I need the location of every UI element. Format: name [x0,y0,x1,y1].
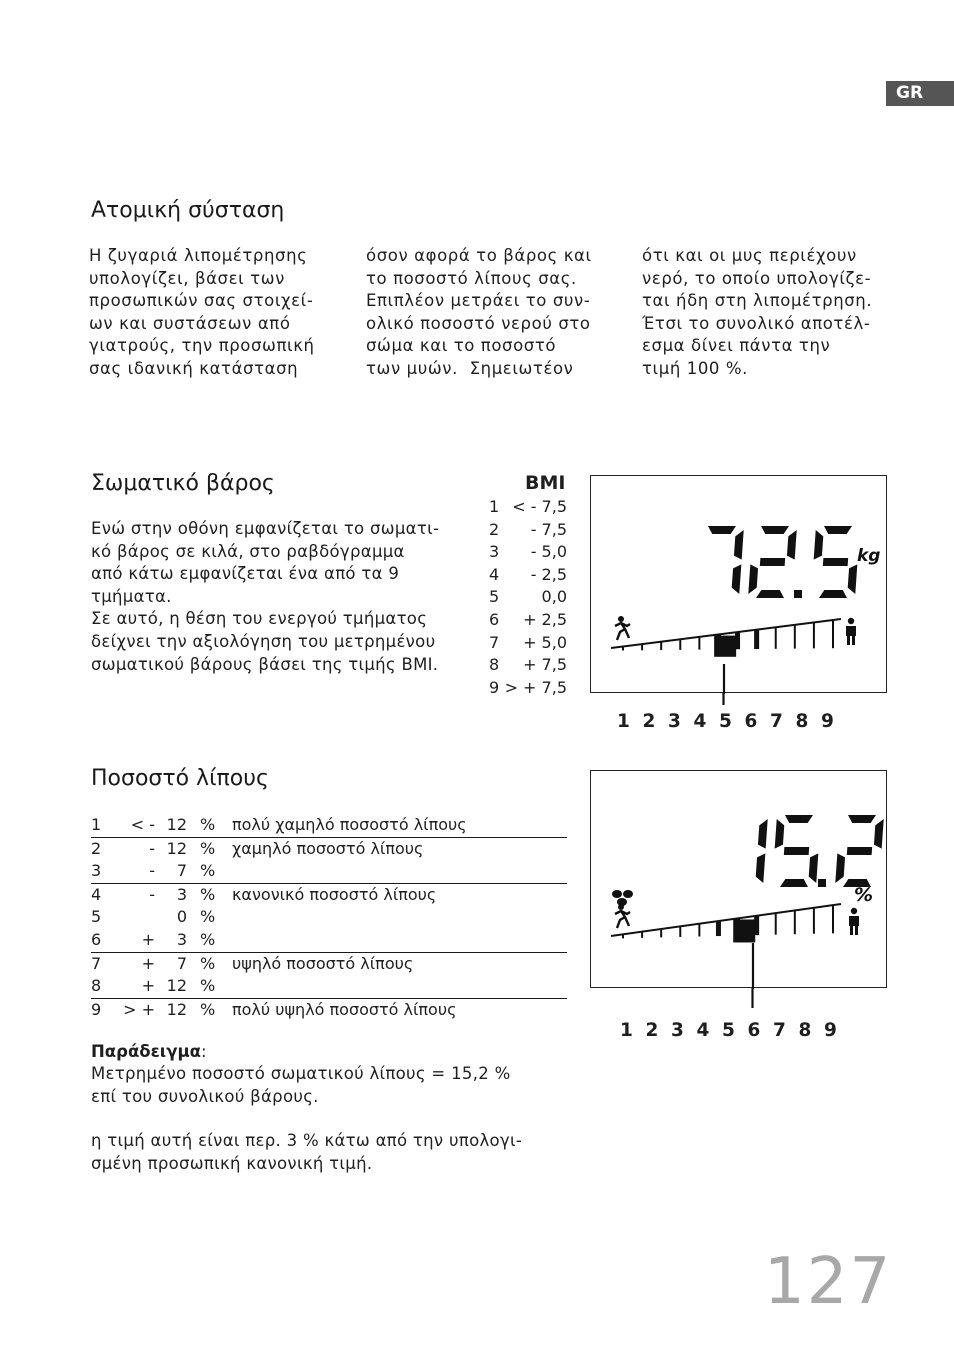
fat-table-row [91,814,567,838]
lcd-segment [708,526,736,534]
text-line: Η ζυγαριά λιπομέτρησης [89,246,308,265]
bmi-row-number: 9 [489,677,500,697]
bmi-row-number: 3 [489,542,500,562]
fat-table-row [91,884,567,907]
scale-number: 8 [798,1020,812,1041]
fat-pointer-tail [751,988,755,1008]
fat-cell-desc: υψηλό ποσοστό λίπους [232,953,414,973]
fat-digits [756,815,884,887]
text-line: Μετρημένο ποσοστό σωματικού λίπους = 15,2 % [91,1064,511,1083]
bmi-row-number: 8 [489,655,500,675]
scale-number: 9 [824,1020,837,1041]
scale-number: 6 [747,1020,761,1041]
lcd-segment [756,590,784,598]
fat-cell-sign: - [149,838,155,858]
weight-bar-graph [611,619,841,657]
scale-number: 2 [642,711,656,732]
weight-pointer-tail [722,693,726,705]
bmi-row-number: 7 [489,632,500,652]
decimal-point [794,590,802,598]
bmi-row-value: 0,0 [541,587,567,607]
text-line: η τιμή αυτή είναι περ. 3 % κάτω από την υπολογι- [91,1131,523,1150]
bar-active-segment [714,636,736,657]
fat-cell-val: 3 [176,929,187,949]
text-line: κό βάρος σε κιλά, στο ραβδόγραμμα [91,541,405,561]
scale-number: 3 [668,711,681,732]
bmi-row [489,609,569,632]
lcd-segment [835,853,845,883]
bmi-row-value: + 2,5 [523,609,567,629]
fat-droplets-icon [612,890,633,906]
standing-person-icon [849,908,859,935]
fat-cell-pct: % [200,929,216,949]
fat-table-row [91,953,567,976]
weight-scale-numbers [617,711,847,732]
fat-cell-desc: κανονικό ποσοστό λίπους [232,884,437,904]
text-line: προσωπικών σας στοιχεί- [89,291,314,311]
bmi-row [489,541,569,564]
scale-number: 1 [620,1020,633,1041]
bmi-row-value: - 5,0 [530,542,567,562]
fat-cell-pct: % [200,861,216,881]
fat-table [91,814,567,1021]
fat-cell-pct: % [200,907,216,927]
decimal-point [818,879,826,887]
scale-number: 2 [645,1020,659,1041]
lcd-segment [824,526,852,534]
lcd-segment [823,558,848,566]
lcd-segment [758,819,768,849]
fat-cell-pct: % [200,953,216,973]
fat-cell-sign: + [141,976,155,996]
bar-baseline [611,904,841,936]
text-line: σώμα και το ποσοστό [366,336,557,356]
fat-cell-n: 1 [91,815,102,834]
bmi-row-number: 5 [489,587,500,607]
fat-display-graphic [591,771,888,989]
scale-number: 7 [770,711,783,732]
lcd-segment [780,879,808,887]
text-line: εσμα δίνει πάντα την [642,336,831,356]
bmi-row-number: 2 [489,519,500,539]
scale-number: 5 [722,1020,735,1041]
bar-active-segment [733,919,755,942]
scale-number: 4 [696,1020,710,1041]
text-line: επί του συνολικού βάρους. [91,1086,319,1106]
text-line: τιμή 100 %. [642,358,748,378]
heading-composition: Ατομική σύσταση [91,198,285,223]
fat-cell-n: 8 [91,976,102,996]
text-line: υπολογίζει, βάσει των [89,268,285,288]
text-line: Ενώ στην οθόνη εμφανίζεται το σωματι- [91,519,440,538]
scale-number: 4 [693,711,707,732]
weight-text [91,518,439,676]
fat-cell-n: 6 [91,929,102,949]
fat-table-row [91,975,567,999]
fat-table-row [91,860,567,884]
lcd-segment [848,815,876,823]
bmi-row-value: + 7,5 [523,655,567,675]
example-label-line [91,1041,207,1064]
fat-cell-n: 7 [91,953,102,973]
lcd-segment [775,819,785,849]
lcd-segment [848,564,858,594]
bmi-row [489,632,569,655]
lcd-segment [732,564,742,594]
bmi-row [489,677,569,700]
lcd-segment [756,853,766,883]
fat-cell-pct: % [200,884,216,904]
fat-cell-desc: πολύ υψηλό ποσοστό λίπους [232,999,457,1019]
text-line: όσον αφορά το βάρος και [366,246,592,265]
lcd-segment [787,530,797,560]
weight-display-graphic [591,476,888,694]
text-line: ται ήδη στη λιπομέτρηση. [642,291,873,311]
fat-cell-val: 3 [176,884,187,904]
bmi-row-value: > + 7,5 [504,677,567,697]
fat-cell-desc: πολύ χαμηλό ποσοστό λίπους [232,815,467,834]
lcd-segment [785,815,813,823]
fat-bar-graph [611,904,841,942]
weight-digits [708,526,857,598]
text-line: ότι και οι μυς περιέχουν [642,246,857,265]
bmi-row [489,564,569,587]
text-line: σμένη προσωπική κανονική τιμή. [91,1153,373,1173]
weight-display [590,475,887,693]
lcd-segment [760,558,785,566]
standing-person-icon [846,618,856,645]
composition-col2 [366,245,592,381]
fat-cell-val: 7 [176,953,187,973]
lcd-segment [874,819,884,849]
fat-table-row [91,906,567,929]
fat-table-row [91,838,567,861]
fat-cell-val: 0 [176,907,187,927]
example-text [91,1063,511,1108]
text-line: των μυών. Σημειωτέον [366,358,574,378]
text-line: τμήματα. [91,586,172,606]
bmi-row-value: < - 7,5 [512,497,567,516]
text-line: Επιπλέον μετράει το συν- [366,291,591,311]
example-colon: : [200,1042,207,1061]
page-number: 127 [764,1245,893,1319]
lcd-segment [819,590,847,598]
fat-cell-desc: χαμηλό ποσοστό λίπους [232,838,424,858]
fat-cell-pct: % [200,999,216,1019]
scale-number: 9 [821,711,834,732]
lcd-segment [847,847,872,855]
bmi-row [489,496,569,519]
fat-cell-pct: % [200,815,216,834]
fat-table-row [91,929,567,953]
composition-col3 [642,245,872,381]
text-line: δείχνει την αξιολόγηση του μετρημένου [91,631,436,651]
lcd-segment [814,530,824,560]
fat-display [590,770,887,988]
running-person-icon [615,904,630,928]
bmi-row [489,654,569,677]
text-line: Έτσι το συνολικό αποτέλ- [642,313,871,333]
bmi-table [489,496,569,699]
bmi-row-value: - 2,5 [530,564,567,584]
unit-kg: kg [857,546,881,566]
text-line: νερό, το οποίο υπολογίζε- [642,268,872,288]
fat-scale-numbers [620,1020,850,1041]
language-tag: GR [886,81,954,106]
text-line: ων και συστάσεων από [89,313,291,333]
lcd-segment [784,847,809,855]
bmi-row-value: - 7,5 [530,519,567,539]
lcd-segment [734,530,744,560]
fat-cell-pct: % [200,838,216,858]
fat-cell-val: 12 [166,838,187,858]
fat-cell-pct: % [200,976,216,996]
bmi-row-number: 1 [489,497,500,516]
fat-cell-n: 3 [91,861,102,881]
heading-fat: Ποσοστό λίπους [91,766,269,791]
fat-cell-val: 12 [166,999,187,1019]
text-line: ολικό ποσοστό νερού στο [366,313,591,333]
scale-number: 8 [795,711,809,732]
bmi-row-number: 4 [489,564,500,584]
text-line: το ποσοστό λίπους σας. [366,268,577,288]
fat-cell-sign: > + [123,999,155,1019]
scale-number: 7 [773,1020,786,1041]
text-line: σωματικού βάρους βάσει της τιμής BMI. [91,654,439,674]
text-line: γιατρούς, την προσωπική [89,336,315,356]
example-label: Παράδειγμα [91,1042,201,1061]
scale-number: 1 [617,711,630,732]
composition-col1 [89,245,315,381]
lcd-segment [809,853,819,883]
fat-cell-n: 4 [91,884,102,904]
fat-cell-val: 7 [176,861,187,881]
text-line: σας ιδανική κατάσταση [89,358,299,378]
lcd-segment [761,526,789,534]
scale-number: 5 [719,711,732,732]
text-line: από κάτω εμφανίζεται ένα από τα 9 [91,564,400,584]
lcd-segment [748,564,758,594]
fat-cell-sign: - [149,861,155,881]
bmi-row-value: + 5,0 [523,632,567,652]
example-text-2 [91,1130,522,1175]
heading-weight: Σωματικό βάρος [91,471,275,496]
unit-percent: % [854,884,874,906]
fat-cell-n: 5 [91,907,102,927]
text-line: Σε αυτό, η θέση του ενεργού τμήματος [91,609,428,629]
fat-cell-n: 2 [91,838,102,858]
fat-cell-n: 9 [91,999,102,1019]
running-person-icon [615,616,630,640]
fat-cell-sign: < - [130,815,155,834]
fat-table-row [91,999,567,1022]
fat-cell-sign: + [141,953,155,973]
scale-number: 3 [671,1020,684,1041]
bmi-row [489,519,569,542]
fat-cell-val: 12 [166,976,187,996]
bmi-row-number: 6 [489,609,500,629]
fat-cell-sign: - [149,884,155,904]
bmi-title: BMI [525,472,566,494]
bmi-row [489,586,569,609]
fat-cell-sign: + [141,929,155,949]
scale-number: 6 [744,711,758,732]
fat-cell-val: 12 [166,815,187,834]
